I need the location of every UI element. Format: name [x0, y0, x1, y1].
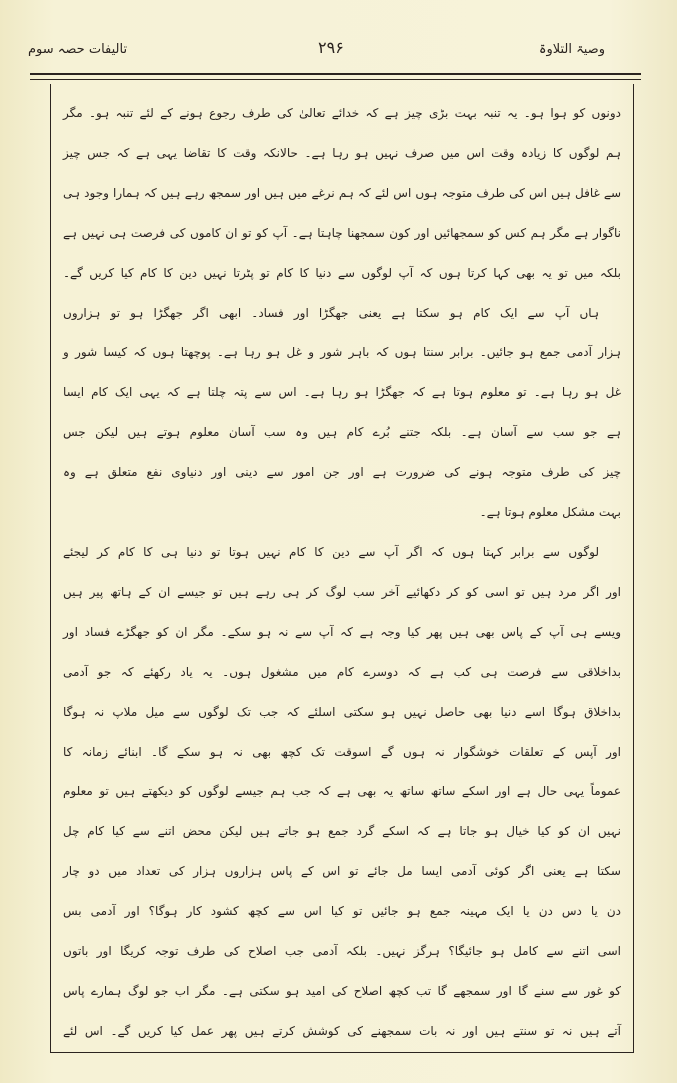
text-line: سے غافل ہیں اس کی طرف متوجہ ہوں اس لئے کہ ہم نرغے میں ہیں اور سمجھ رہے ہیں کہ ہمارا وجود ہی	[63, 185, 621, 200]
text-line: اور آپس کے تعلقات خوشگوار نہ ہوں گے اسوقت تک کچھ بھی نہ ہو سکے گا۔ ابنائے زمانہ کا	[63, 744, 621, 759]
text-line: ہزار آدمی جمع ہو جائیں۔ برابر سنتا ہوں کہ باہر شور و غل ہو رہا ہے۔ پوچھتا ہوں کہ کیسا شور و	[63, 345, 621, 360]
text-line: عموماً یہی حال ہے اور اسکے ساتھ ساتھ یہ بھی ہے کہ جب ہم جیسے لوگوں کو دیکھتے ہیں تو معلوم	[63, 784, 621, 799]
header-rule-thin	[30, 79, 641, 80]
text-line: سکتا ہے یعنی اگر کوئی آدمی ایسا مل جائے تو اس کے پاس ہزاروں ہزار کی تعداد میں دو چار	[63, 864, 621, 879]
text-line: چیز کی طرف متوجہ ہونے کی ضرورت ہے اور جن امور سے دینی اور دنیاوی نفع متعلق ہے وہ	[63, 465, 621, 480]
text-line: کو غور سے سنے گا اور سمجھے گا تب کچھ اصلاح کی امید ہو سکتی ہے۔ مگر اب جو لوگ ہمارے پاس	[63, 983, 621, 998]
text-line: لوگوں سے برابر کہتا ہوں کہ اگر آپ سے دین کا کام نہیں ہوتا تو دنیا ہی کا کام کر لیجئے	[63, 544, 599, 559]
text-line: ویسے ہی آپ کے پاس بھی ہیں پھر کیا وجہ ہے کہ آپ سے نہ ہو سکے۔ مگر ان کو جھگڑے فساد اور	[63, 624, 621, 639]
text-line: دونوں کو ہوا ہو۔ یہ تنبہ بہت بڑی چیز ہے کہ خدائے تعالیٰ کی طرف رجوع ہونے کے لئے تنبہ ہو۔ مگر	[63, 106, 621, 120]
text-line: بداخلاق ہوگا اسے دنیا بھی حاصل نہیں ہو سکتی اسلئے کہ جب تک لوگوں سے میل ملاپ نہ ہوگا	[63, 704, 621, 719]
header-rule	[30, 73, 641, 75]
text-line: اسی اتنے سے کامل ہو جائیگا؟ ہرگز نہیں۔ بلکہ آدمی جب اصلاح کی طرف توجہ کریگا اور باتوں	[63, 944, 621, 959]
text-line: غل ہو رہا ہے۔ تو معلوم ہوتا ہے کہ جھگڑا ہو رہا ہے۔ اس سے پتہ چلتا ہے کہ یہی ایک کام ایسا	[63, 385, 621, 400]
page-number: ۲۹۶	[318, 38, 344, 57]
text-line: بہت مشکل معلوم ہوتا ہے۔	[479, 505, 621, 520]
text-line: ہم لوگوں کا زیادہ وقت اس میں صرف نہیں ہو رہا ہے۔ حالانکہ وقت کا تقاضا یہی ہے کہ جس چیز	[63, 145, 621, 160]
text-frame	[50, 84, 634, 1053]
running-title-left: تالیفات حصہ سوم	[28, 42, 128, 57]
running-title-right: وصیۃ التلاوۃ	[538, 42, 605, 57]
text-line: ہے جو سب سے آسان ہے۔ بلکہ جتنے بُرے کام ہیں وہ سب آسان معلوم ہوتے ہیں لیکن جس	[63, 425, 621, 440]
text-line: نہیں ان کو کیا خیال ہو جاتا ہے کہ اسکے گرد جمع ہو جاتے ہیں لیکن محض اتنے سے کیا کام چل	[63, 824, 621, 839]
text-line: بلکہ میں تو یہ بھی کہا کرتا ہوں کہ آپ لوگوں سے دنیا کا کام تو پٹرتا نہیں دین کا کام کیا کریں گے۔	[63, 265, 621, 280]
text-line: ہاں آپ سے ایک کام ہو سکتا ہے یعنی جھگڑا اور فساد۔ ابھی اگر جھگڑا ہو تو ہزاروں	[63, 305, 599, 320]
text-line: بداخلاقی سے فرصت ہی کب ہے کہ دوسرے کام میں مشغول ہوں۔ یہ یاد رکھئے کہ جو آدمی	[63, 664, 621, 679]
text-line: ناگوار ہے مگر ہم کس کو سمجھائیں اور کون سمجھنا چاہتا ہے۔ آپ کو تو ان کاموں کی فرصت ہی نہیں ہے	[63, 225, 621, 240]
text-line: آتے ہیں نہ تو سنتے ہیں اور نہ بات سمجھنے کی کوشش کرتے ہیں پھر عمل کیا کریں گے۔ اس لئے	[63, 1023, 621, 1038]
text-line: اور اگر مرد ہیں تو اسی کو کر دکھائیے آخر سب لوگ کر ہی رہے ہیں تو جیسے ان کے ہاتھ پیر ہیں	[63, 584, 621, 599]
text-line: دن یا دس دن یا ایک مہینہ جمع ہو جائیں تو کیا اس سے کچھ کشود کار ہوگا؟ اور آدمی بس	[63, 904, 621, 919]
